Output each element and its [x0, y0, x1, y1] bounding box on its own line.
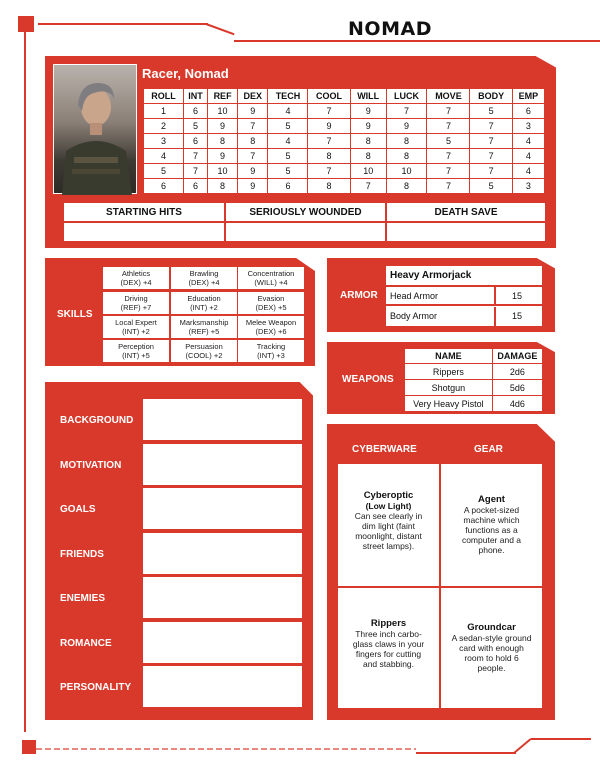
stats-cell[interactable]: 7 — [427, 149, 470, 164]
lifepath-label: GOALS — [60, 504, 96, 515]
weapons-header-cell: DAMAGE — [492, 349, 542, 364]
lifepath-field[interactable] — [143, 488, 302, 529]
footer-rule-right — [416, 752, 516, 754]
skill-item — [171, 292, 237, 314]
armor-label: ARMOR — [340, 290, 378, 301]
skill-value: (DEX) +4 — [188, 278, 220, 287]
stats-header-row — [144, 89, 545, 104]
header-rule-diagonal — [206, 23, 235, 35]
stats-cell[interactable]: 10 — [350, 164, 386, 179]
stats-cell[interactable]: 8 — [308, 179, 350, 194]
gear-2-name: Groundcar — [467, 622, 516, 633]
weapon-row — [405, 364, 543, 380]
skill-value: (REF) +5 — [188, 327, 220, 336]
lifepath-field[interactable] — [143, 399, 302, 440]
stats-cell[interactable]: 7 — [183, 164, 207, 179]
lifepath-field[interactable] — [143, 666, 302, 707]
stats-cell[interactable]: 7 — [308, 164, 350, 179]
cyberware-card-2 — [338, 588, 439, 708]
stats-header-cell: REF — [208, 89, 238, 104]
weapon-name[interactable]: Shotgun — [405, 380, 493, 396]
stats-cell[interactable]: 7 — [308, 134, 350, 149]
stats-header-cell: DEX — [237, 89, 268, 104]
stats-cell[interactable]: 4 — [144, 149, 184, 164]
cyberware-2-desc: Three inch carbo-glass claws in your fingers for cutting and stabbing. — [352, 629, 425, 669]
stats-cell[interactable]: 6 — [512, 104, 544, 119]
lifepath-label: PERSONALITY — [60, 682, 132, 693]
stats-cell[interactable]: 2 — [144, 119, 184, 134]
cyberware-2-name: Rippers — [370, 618, 407, 629]
skill-name: Athletics — [121, 269, 151, 278]
starting-hits-box — [64, 203, 224, 241]
lifepath-label: ROMANCE — [60, 637, 112, 649]
skill-item — [238, 267, 304, 289]
lifepath-field[interactable] — [143, 444, 302, 485]
skill-name: Melee Weapon — [245, 318, 297, 327]
skill-name: Driving — [124, 294, 148, 303]
stats-header-cell: BODY — [470, 89, 512, 104]
footer-rule-diagonal — [513, 738, 531, 754]
stats-cell[interactable]: 8 — [308, 149, 350, 164]
weapons-table — [404, 348, 543, 412]
gear-1-desc: A pocket-sized machine which functions as a computer and a phone. — [461, 505, 522, 555]
armor-row-head — [386, 287, 542, 306]
portrait-figure-icon — [54, 65, 138, 195]
skill-name: Perception — [118, 342, 154, 351]
skill-name: Education — [187, 294, 221, 303]
stats-cell[interactable]: 7 — [427, 164, 470, 179]
weapon-name[interactable]: Rippers — [405, 364, 493, 380]
stats-cell[interactable]: 7 — [427, 104, 470, 119]
skill-value: (INT) +2 — [190, 303, 218, 312]
death-save-label: DEATH SAVE — [434, 207, 498, 218]
lifepath-label: ENEMIES — [60, 593, 106, 604]
stats-header-cell: COOL — [308, 89, 350, 104]
stats-table — [143, 88, 545, 194]
gear-2-desc: A sedan-style ground card with enough room to hold 6 people. — [451, 633, 532, 673]
stats-cell[interactable]: 3 — [512, 119, 544, 134]
stats-cell[interactable]: 6 — [183, 104, 207, 119]
stats-cell[interactable]: 7 — [470, 164, 512, 179]
stats-cell[interactable]: 5 — [268, 149, 308, 164]
portrait — [53, 64, 137, 194]
stats-cell[interactable]: 7 — [470, 149, 512, 164]
armor-row-body — [386, 307, 542, 326]
stats-cell[interactable]: 7 — [237, 149, 268, 164]
stats-cell[interactable]: 8 — [386, 149, 427, 164]
lifepath-label: BACKGROUND — [60, 415, 134, 426]
stats-row — [144, 119, 545, 134]
skill-item — [238, 292, 304, 314]
stats-cell[interactable]: 9 — [308, 119, 350, 134]
weapon-row — [405, 380, 543, 396]
weapons-header-cell: NAME — [405, 349, 493, 364]
skill-item — [103, 316, 169, 338]
stats-header-cell: INT — [183, 89, 207, 104]
stats-cell[interactable]: 5 — [427, 134, 470, 149]
armor-row-head-label: Head Armor — [390, 291, 439, 301]
stats-cell[interactable]: 8 — [386, 134, 427, 149]
stats-cell[interactable]: 9 — [350, 119, 386, 134]
cyberware-1-name: Cyberoptic — [363, 490, 414, 501]
lifepath-field[interactable] — [143, 533, 302, 574]
skill-name: Concentration — [247, 269, 295, 278]
stats-row — [144, 104, 545, 119]
stats-cell[interactable]: 3 — [512, 179, 544, 194]
stats-cell[interactable]: 4 — [512, 149, 544, 164]
stats-header-cell: LUCK — [386, 89, 427, 104]
lifepath-label: FRIENDS — [60, 548, 104, 560]
skill-item — [103, 292, 169, 314]
lifepath-label: MOTIVATION — [60, 459, 122, 471]
cyberware-1-desc: Can see clearly in dim light (faint moonlight, distant street lamps). — [354, 511, 423, 551]
skill-value: (DEX) +5 — [255, 303, 287, 312]
skill-item — [238, 340, 304, 362]
header-rule-left — [38, 23, 208, 25]
skill-value: (DEX) +4 — [120, 278, 152, 287]
stats-cell[interactable]: 7 — [308, 104, 350, 119]
stats-cell[interactable]: 8 — [208, 134, 238, 149]
armor-row-head-value[interactable]: 15 — [512, 291, 523, 301]
stats-cell[interactable]: 6 — [268, 179, 308, 194]
stats-cell[interactable]: 5 — [268, 119, 308, 134]
gear-card-2 — [441, 588, 542, 708]
armor-row-body-value[interactable]: 15 — [512, 311, 523, 321]
skills-label: SKILLS — [57, 309, 93, 320]
stats-row — [144, 134, 545, 149]
skill-item — [103, 267, 169, 289]
death-save-box — [387, 203, 545, 241]
stats-header-cell: WILL — [350, 89, 386, 104]
stats-cell[interactable]: 9 — [208, 149, 238, 164]
weapon-damage[interactable]: 2d6 — [492, 364, 542, 380]
stats-cell[interactable]: 3 — [144, 134, 184, 149]
stats-cell[interactable]: 8 — [350, 134, 386, 149]
starting-hits-field[interactable] — [64, 223, 224, 241]
stats-cell[interactable]: 9 — [386, 119, 427, 134]
stats-cell[interactable]: 9 — [237, 164, 268, 179]
skill-name: Tracking — [256, 342, 286, 351]
skill-value: (INT) +5 — [122, 351, 150, 360]
stats-cell[interactable]: 4 — [512, 164, 544, 179]
stats-cell[interactable]: 4 — [512, 134, 544, 149]
skill-item — [238, 316, 304, 338]
weapon-damage[interactable]: 5d6 — [492, 380, 542, 396]
skill-value: (COOL) +2 — [185, 351, 223, 360]
weapons-label: WEAPONS — [342, 374, 394, 385]
cyberware-1-sub: (Low Light) — [365, 501, 412, 511]
weapon-name[interactable]: Very Heavy Pistol — [405, 396, 493, 412]
skill-value: (REF) +7 — [120, 303, 152, 312]
stats-cell[interactable]: 4 — [268, 134, 308, 149]
stats-cell[interactable]: 10 — [208, 104, 238, 119]
stats-header-cell: EMP — [512, 89, 544, 104]
stats-cell[interactable]: 9 — [237, 179, 268, 194]
armor-name: Heavy Armorjack — [390, 270, 472, 281]
skill-name: Brawling — [189, 269, 219, 278]
character-name: Racer, Nomad — [142, 66, 229, 81]
stats-cell[interactable]: 7 — [427, 179, 470, 194]
stats-row — [144, 149, 545, 164]
stats-cell[interactable]: 6 — [183, 179, 207, 194]
armor-row-head-divider — [494, 287, 496, 306]
stats-header-cell: TECH — [268, 89, 308, 104]
skill-value: (INT) +3 — [257, 351, 285, 360]
skill-item — [171, 340, 237, 362]
stats-cell[interactable]: 5 — [470, 104, 512, 119]
seriously-wounded-label: SERIOUSLY WOUNDED — [249, 207, 362, 218]
stats-cell[interactable]: 8 — [208, 179, 238, 194]
gear-header: GEAR — [474, 444, 503, 455]
page-title: NOMAD — [348, 18, 432, 40]
stats-cell[interactable]: 7 — [350, 179, 386, 194]
stats-cell[interactable]: 9 — [350, 104, 386, 119]
starting-hits-label: STARTING HITS — [106, 207, 182, 218]
stats-cell[interactable]: 10 — [386, 164, 427, 179]
weapon-row — [405, 396, 543, 412]
death-save-field[interactable] — [387, 223, 545, 241]
weapon-damage[interactable]: 4d6 — [492, 396, 542, 412]
corner-square — [18, 16, 34, 32]
stats-cell[interactable]: 6 — [144, 179, 184, 194]
skill-value: (WILL) +4 — [254, 278, 288, 287]
stats-cell[interactable]: 5 — [183, 119, 207, 134]
footer-square — [22, 740, 36, 754]
skill-item — [171, 267, 237, 289]
skill-item — [171, 316, 237, 338]
skill-value: (INT) +2 — [122, 327, 150, 336]
lifepath-field[interactable] — [143, 577, 302, 618]
stats-cell[interactable]: 9 — [208, 119, 238, 134]
armor-row-body-label: Body Armor — [390, 311, 438, 321]
stats-cell[interactable]: 4 — [268, 104, 308, 119]
stats-cell[interactable]: 7 — [237, 119, 268, 134]
armor-table — [386, 266, 542, 326]
stats-cell[interactable]: 8 — [237, 134, 268, 149]
stats-cell[interactable]: 8 — [386, 179, 427, 194]
stats-cell[interactable]: 5 — [470, 179, 512, 194]
lifepath-field[interactable] — [143, 622, 302, 663]
footer-rule — [36, 748, 416, 750]
stats-header-cell: MOVE — [427, 89, 470, 104]
skill-name: Evasion — [257, 294, 285, 303]
stats-cell[interactable]: 8 — [350, 149, 386, 164]
stats-cell[interactable]: 9 — [237, 104, 268, 119]
cyberware-card-1 — [338, 464, 439, 586]
skill-item — [103, 340, 169, 362]
header-rule-left-vertical — [24, 32, 26, 732]
stats-cell[interactable]: 7 — [427, 119, 470, 134]
gear-1-name: Agent — [478, 494, 505, 505]
stats-cell[interactable]: 7 — [386, 104, 427, 119]
seriously-wounded-field[interactable] — [226, 223, 385, 241]
stats-row — [144, 164, 545, 179]
gear-card-1 — [441, 464, 542, 586]
skill-name: Local Expert — [115, 318, 157, 327]
seriously-wounded-box — [226, 203, 385, 241]
weapons-header-row — [405, 349, 543, 364]
armor-row-body-divider — [494, 307, 496, 326]
stats-cell[interactable]: 10 — [208, 164, 238, 179]
stats-row — [144, 179, 545, 194]
stats-cell[interactable]: 6 — [183, 134, 207, 149]
footer-rule-end — [531, 738, 591, 740]
stats-cell[interactable]: 5 — [144, 164, 184, 179]
stats-cell[interactable]: 7 — [183, 149, 207, 164]
skill-name: Marksmanship — [179, 318, 229, 327]
cyberware-header: CYBERWARE — [352, 444, 417, 455]
stats-cell[interactable]: 7 — [470, 134, 512, 149]
stats-cell[interactable]: 1 — [144, 104, 184, 119]
stats-header-cell: ROLL — [144, 89, 184, 104]
skill-name: Persuasion — [185, 342, 223, 351]
header-rule-mid — [234, 40, 600, 42]
stats-cell[interactable]: 5 — [268, 164, 308, 179]
stats-cell[interactable]: 7 — [470, 119, 512, 134]
skill-value: (DEX) +6 — [255, 327, 287, 336]
